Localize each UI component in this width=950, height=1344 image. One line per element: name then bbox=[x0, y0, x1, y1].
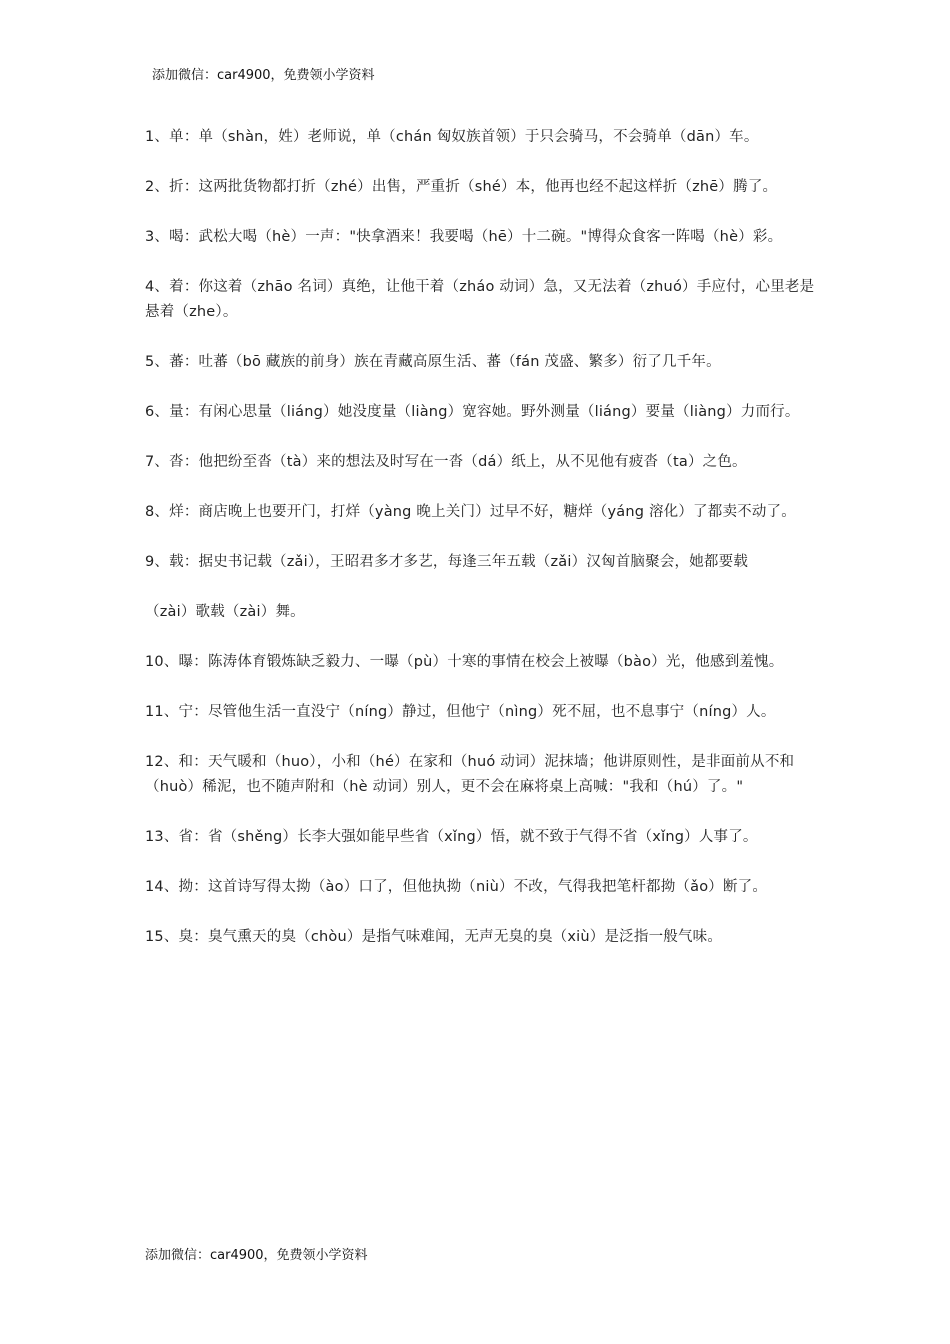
entry-9-continued: （zài）歌载（zài）舞。 bbox=[145, 604, 305, 620]
entry-4: 4、着：你这着（zhāo 名词）真绝，让他干着（zháo 动词）急，又无法着（zhuó）手应付，心里老是悬着（zhe）。 bbox=[145, 279, 815, 320]
entry-3: 3、喝：武松大喝（hè）一声："快拿酒来！我要喝（hē）十二碗。"博得众食客一阵喝（hè）彩。 bbox=[145, 229, 783, 245]
entry-list bbox=[145, 125, 825, 975]
entry-13: 13、省：省（shěng）长李大强如能早些省（xǐng）悟，就不致于气得不省（xǐng）人事了。 bbox=[145, 829, 758, 845]
entry-5: 5、蕃：吐蕃（bō 藏族的前身）族在青藏高原生活、蕃（fán 茂盛、繁多）衍了几千年。 bbox=[145, 354, 721, 370]
entry-1: 1、单：单（shàn，姓）老师说，单（chán 匈奴族首领）于只会骑马，不会骑单（dān）车。 bbox=[145, 129, 759, 145]
header-note: 添加微信：car4900，免费领小学资料 bbox=[152, 68, 375, 83]
entry-7: 7、沓：他把纷至沓（tà）来的想法及时写在一沓（dá）纸上，从不见他有疲沓（ta）之色。 bbox=[145, 454, 747, 470]
entry-9: 9、载：据史书记载（zǎi），王昭君多才多艺，每逢三年五载（zǎi）汉匈首脑聚会，她都要载 bbox=[145, 554, 749, 570]
footer-note: 添加微信：car4900，免费领小学资料 bbox=[145, 1248, 368, 1263]
entry-12: 12、和：天气暖和（huo），小和（hé）在家和（huó 动词）泥抹墙；他讲原则性，是非面前从不和（huò）稀泥，也不随声附和（hè 动词）别人，更不会在麻将桌上高喊："我和（hú）了。" bbox=[145, 754, 795, 795]
entry-11: 11、宁：尽管他生活一直没宁（níng）静过，但他宁（nìng）死不屈，也不息事宁（níng）人。 bbox=[145, 704, 776, 720]
entry-2: 2、折：这两批货物都打折（zhé）出售，严重折（shé）本，他再也经不起这样折（zhē）腾了。 bbox=[145, 179, 778, 195]
entry-10: 10、曝：陈涛体育锻炼缺乏毅力、一曝（pù）十寒的事情在校会上被曝（bào）光，他感到羞愧。 bbox=[145, 654, 784, 670]
entry-15: 15、臭：臭气熏天的臭（chòu）是指气味难闻，无声无臭的臭（xiù）是泛指一般气味。 bbox=[145, 929, 723, 945]
entry-8: 8、烊：商店晚上也要开门，打烊（yàng 晚上关门）过早不好，糖烊（yáng 溶化）了都卖不动了。 bbox=[145, 504, 796, 520]
entry-6: 6、量：有闲心思量（liáng）她没度量（liàng）宽容她。野外测量（liáng）要量（liàng）力而行。 bbox=[145, 404, 800, 420]
entry-14: 14、拗：这首诗写得太拗（ào）口了，但他执拗（niù）不改，气得我把笔杆都拗（ǎo）断了。 bbox=[145, 879, 768, 895]
